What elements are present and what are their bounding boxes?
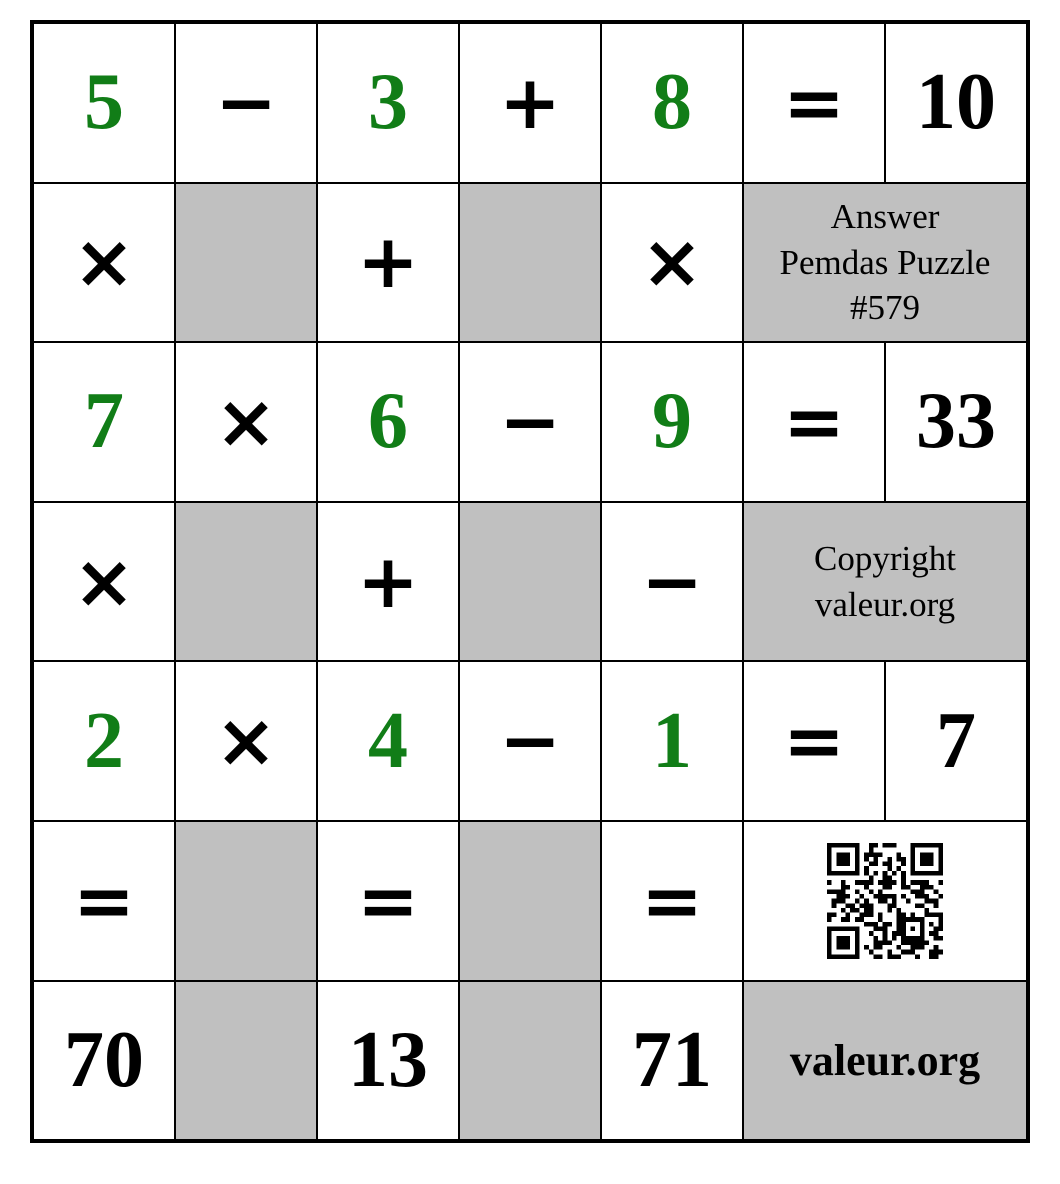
equals-sign: =	[744, 24, 884, 182]
blank-cell	[460, 982, 600, 1140]
operator-minus: −	[460, 662, 600, 820]
operand-cell: 6	[318, 343, 458, 501]
copyright-note-line: Copyright	[814, 539, 956, 579]
column-result-cell: 70	[34, 982, 174, 1140]
blank-cell	[460, 822, 600, 980]
blank-cell	[176, 982, 316, 1140]
column-result-cell: 71	[602, 982, 742, 1140]
operator-times: ×	[176, 662, 316, 820]
equals-sign: =	[602, 822, 742, 980]
operand-cell: 4	[318, 662, 458, 820]
operator-times: ×	[602, 184, 742, 342]
copyright-note-line: valeur.org	[814, 584, 956, 624]
operand-cell: 8	[602, 24, 742, 182]
equals-sign: =	[318, 822, 458, 980]
operand-cell: 3	[318, 24, 458, 182]
operator-plus: +	[460, 24, 600, 182]
operator-plus: +	[318, 503, 458, 661]
blank-cell	[460, 503, 600, 661]
operator-times: ×	[34, 503, 174, 661]
operator-minus: −	[176, 24, 316, 182]
column-result-cell: 13	[318, 982, 458, 1140]
row-result-cell: 7	[886, 662, 1026, 820]
row-result-cell: 10	[886, 24, 1026, 182]
brand-label: valeur.org	[744, 982, 1026, 1140]
operator-times: ×	[34, 184, 174, 342]
operator-times: ×	[176, 343, 316, 501]
copyright-note	[744, 503, 1026, 661]
operand-cell: 1	[602, 662, 742, 820]
blank-cell	[460, 184, 600, 342]
answer-title	[744, 184, 1026, 342]
operand-cell: 9	[602, 343, 742, 501]
blank-cell	[176, 503, 316, 661]
blank-cell	[176, 822, 316, 980]
operator-plus: +	[318, 184, 458, 342]
blank-cell	[176, 184, 316, 342]
equals-sign: =	[34, 822, 174, 980]
operand-cell: 5	[34, 24, 174, 182]
equals-sign: =	[744, 662, 884, 820]
row-result-cell: 33	[886, 343, 1026, 501]
operator-minus: −	[460, 343, 600, 501]
qr-code	[744, 822, 1026, 980]
operand-cell: 7	[34, 343, 174, 501]
operator-minus: −	[602, 503, 742, 661]
operand-cell: 2	[34, 662, 174, 820]
equals-sign: =	[744, 343, 884, 501]
answer-title-line: Answer	[830, 197, 940, 237]
answer-title-line: Pemdas Puzzle	[779, 242, 991, 282]
pemdas-puzzle-grid	[30, 20, 1030, 1143]
answer-title-line: #579	[850, 288, 920, 328]
